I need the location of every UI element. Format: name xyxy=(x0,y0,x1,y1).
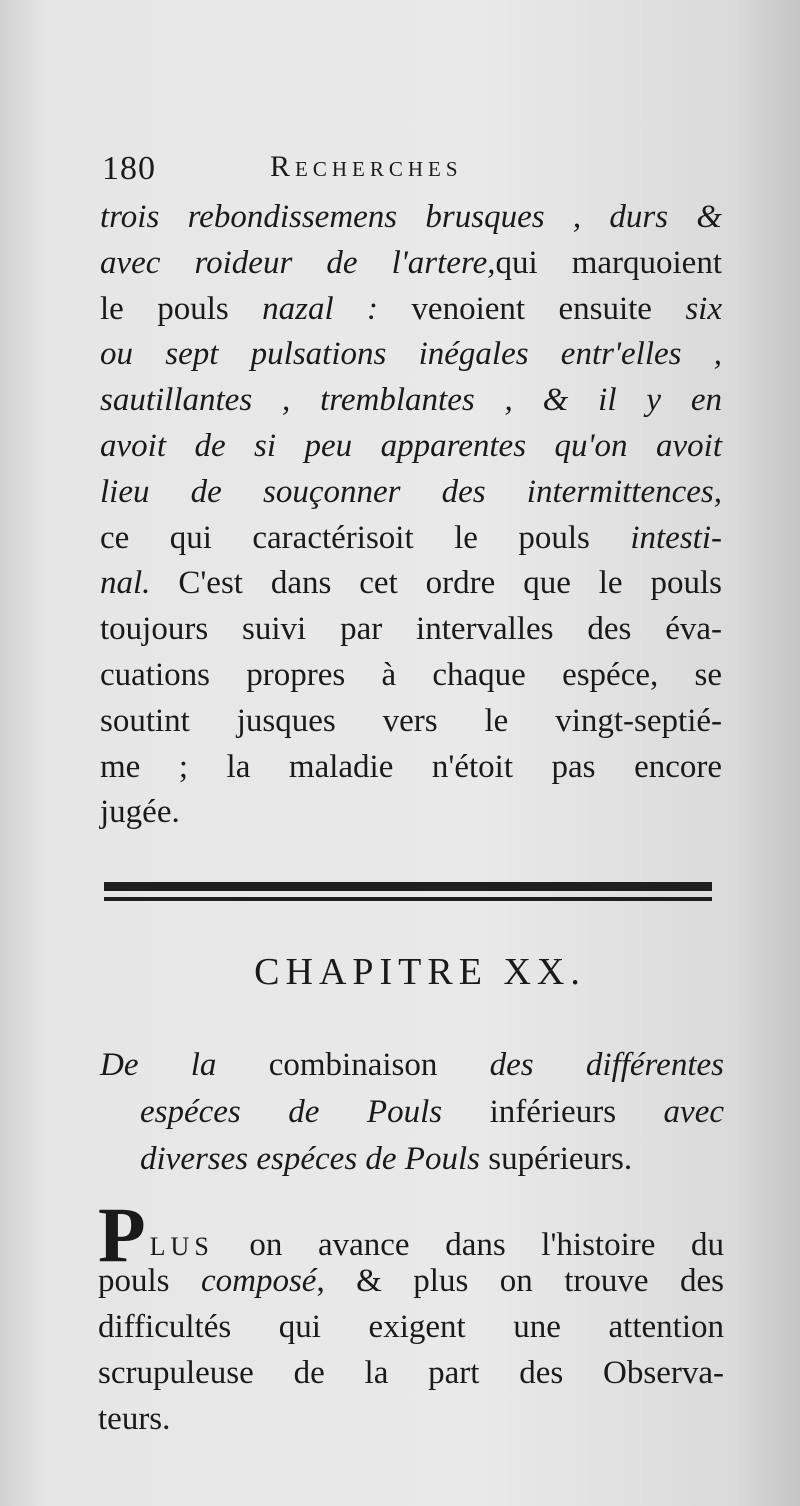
text-line: sautillantes , tremblantes , & il y en xyxy=(100,382,722,419)
running-title: Recherches xyxy=(270,150,463,183)
text-line: trois rebondissemens brusques , durs & xyxy=(100,199,722,235)
chapter-opening-paragraph xyxy=(98,1191,724,1442)
subtitle-line: De la combinaison des différentes xyxy=(100,1047,724,1083)
double-rule-divider xyxy=(104,880,712,908)
text-line: me ; la maladie n'étoit pas encore xyxy=(100,748,722,785)
text-line: ou sept pulsations inégales entr'elles , xyxy=(100,336,722,373)
text-line: toujours suivi par intervalles des éva- xyxy=(100,611,722,648)
rule-thin xyxy=(104,897,712,901)
rule-thick xyxy=(104,882,712,891)
text-line: pouls composé, & plus on trouve des xyxy=(98,1263,724,1299)
drop-cap: P xyxy=(98,1191,146,1278)
text-line: jugée. xyxy=(100,794,180,831)
text-line: le pouls nazal : venoient ensuite six xyxy=(100,290,723,327)
text-line: avoit de si peu apparentes qu'on avoit xyxy=(100,427,722,464)
text-line: PLUS on avance dans l'histoire du xyxy=(98,1191,724,1278)
text-line: nal. C'est dans cet ordre que le pouls xyxy=(100,565,722,602)
running-head xyxy=(102,150,722,190)
text-line: avec roideur de l'artere,qui marquoient xyxy=(100,244,722,281)
small-caps-word: LUS xyxy=(149,1232,214,1261)
text-line: teurs. xyxy=(98,1401,171,1437)
text-line: lieu de souçonner des intermittences, xyxy=(100,473,722,510)
text-line: soutint jusques vers le vingt-septié- xyxy=(100,702,722,739)
chapter-subtitle xyxy=(100,1042,724,1183)
text-line: ce qui caractérisoit le pouls intesti- xyxy=(100,519,722,556)
text-line: difficultés qui exigent une attention xyxy=(98,1309,724,1345)
chapter-title: CHAPITRE XX. xyxy=(254,951,586,993)
text-line: cuations propres à chaque espéce, se xyxy=(100,656,722,693)
body-text xyxy=(100,195,722,836)
text-line: scrupuleuse de la part des Observa- xyxy=(98,1355,724,1391)
subtitle-line: espéces de Pouls inférieurs avec xyxy=(140,1094,724,1130)
page-number: 180 xyxy=(102,150,156,187)
subtitle-line: diverses espéces de Pouls supérieurs. xyxy=(140,1141,633,1177)
